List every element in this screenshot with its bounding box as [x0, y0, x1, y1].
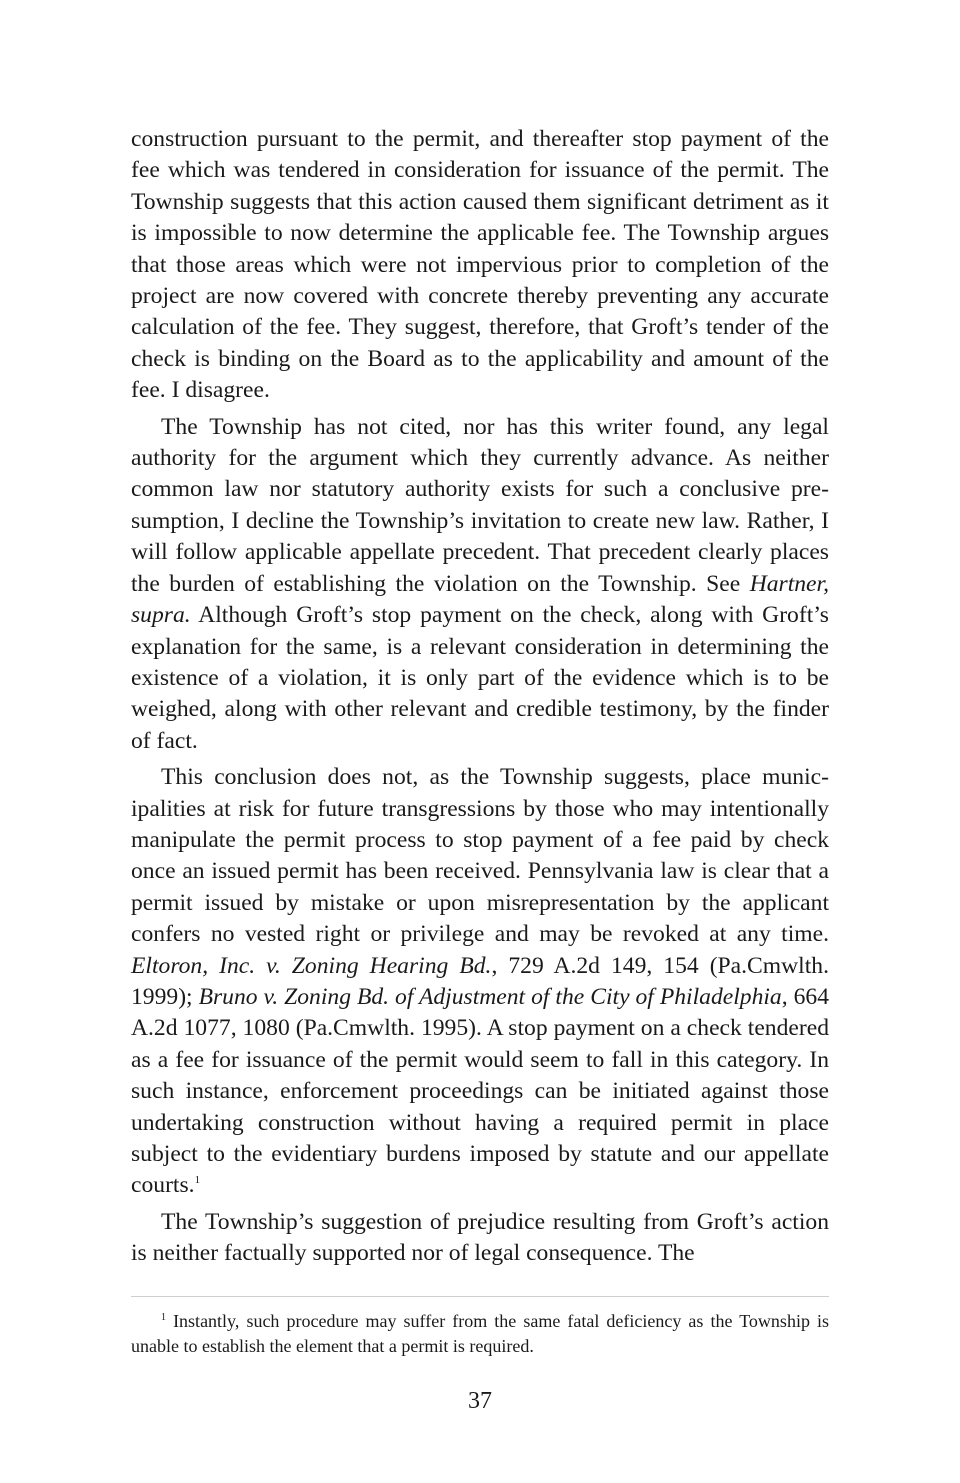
- text-run: , 664 A.2d 1077, 1080 (Pa.Cmwlth. 1995). A stop payment on a check tendered as a fee for issuance of the permit would seem to fall in this category. In such instance, enforcement proceedings can be initiated against those undertaking construction without having a required permit in place subject to the evidentiary burdens imposed by statute and our appellate courts.: [131, 983, 829, 1199]
- text-run: The Township has not cited, nor has this writer found, any legal authority for the argument which they currently advance. As neither common law nor statutory authority exists for such a conclusive presumption, I decline the Township’s invitation to create new law. Rather, I will follow applicable appellate precedent. That precedent clearly places the burden of establishing the violation on the Township. See: [131, 413, 829, 597]
- page-number: 37: [468, 1388, 492, 1414]
- text-run: construction pursuant to the permit, and thereafter stop payment of the fee which was tendered in consideration for issuance of the permit. The Township suggests that this action caused them significant detriment as it is impossible to now determine the applicable fee. The Township argues that those areas which were not impervious prior to completion of the project are now covered with concrete thereby preventing any accurate calculation of the fee. They suggest, therefore, that Groft’s tender of the check is binding on the Board as to the applicability and amount of the fee. I disagree.: [131, 126, 829, 404]
- footnote-marker: 1: [161, 1312, 166, 1323]
- case-citation: Eltoron, Inc. v. Zoning Hearing Bd.: [131, 952, 492, 979]
- footnote-text: Instantly, such procedure may suffer from the same fatal deficiency as the Township is unable to establish the element that a permit is required.: [131, 1311, 830, 1356]
- main-text: [131, 124, 829, 1275]
- footnote: [131, 1309, 829, 1358]
- paragraph-1: [131, 124, 829, 407]
- text-run: Although Groft’s stop payment on the check, along with Groft’s explanation for the same, is a relevant consideration in determining the existence of a violation, it is only part of the evidence which is to be weighed, along with other relevant and credible testimony, by the finder of fact.: [131, 602, 829, 754]
- paragraph-4: [131, 1207, 829, 1270]
- case-citation: Hartner, supra.: [131, 570, 829, 629]
- text-run: This conclusion does not, as the Township suggests, place municipalities at risk for future transgressions by those who may intentionally manipulate the permit process to stop payment of a fee paid by check once an issued permit has been received. Pennsylvania law is clear that a permit issued by mistake or upon misrepresentation by the applicant confers no vested right or privilege and may be revoked at any time.: [131, 764, 829, 948]
- text-run: , 729 A.2d 149, 154 (Pa.Cmwlth. 1999);: [131, 952, 829, 1010]
- paragraph-2: [131, 412, 829, 757]
- footnote-reference: 1: [194, 1174, 201, 1187]
- footnote-divider: [131, 1296, 829, 1297]
- case-citation: Bruno v. Zoning Bd. of Adjustment of the City of Philadelphia: [198, 983, 782, 1010]
- text-run: The Township’s suggestion of prejudice resulting from Groft’s action is neither factually supported nor of legal consequence. The: [131, 1208, 829, 1267]
- paragraph-3: [131, 762, 829, 1202]
